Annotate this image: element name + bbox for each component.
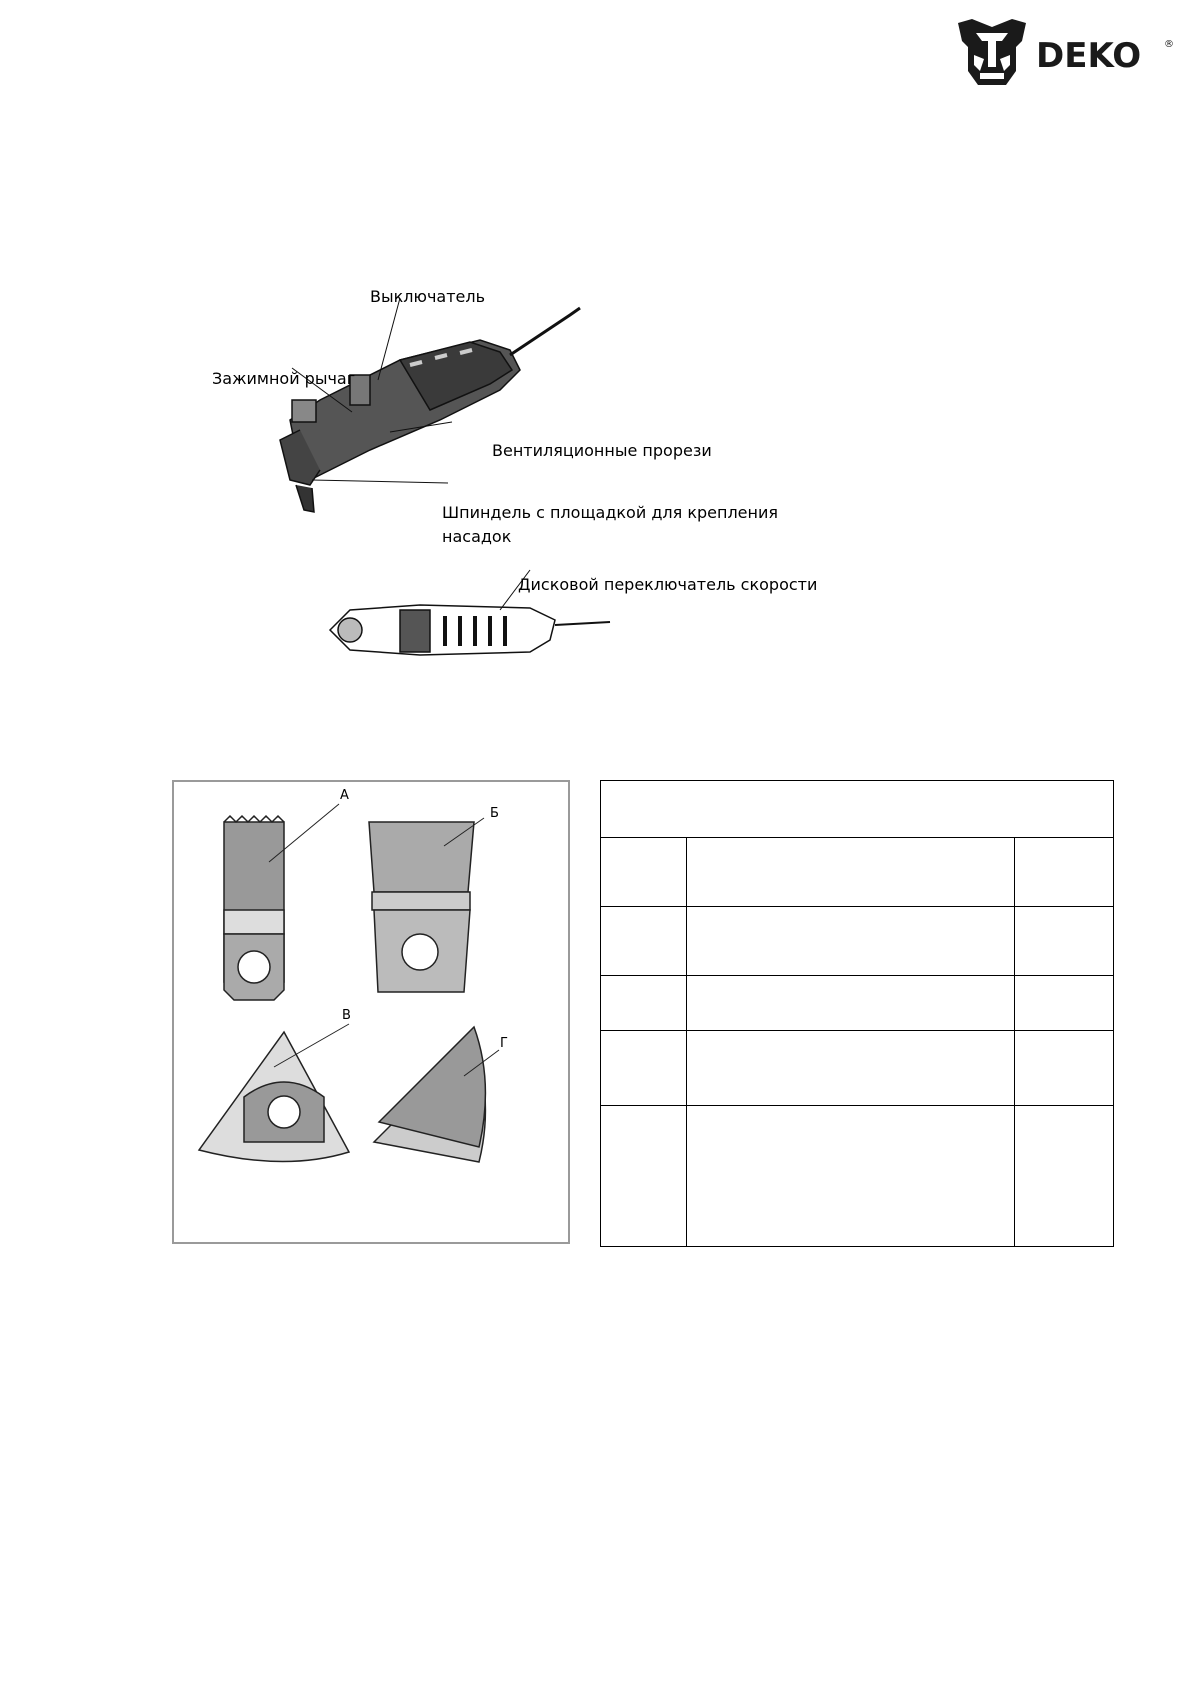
table-cell <box>601 1106 687 1247</box>
sandpaper-sheets-illustration <box>374 1027 485 1162</box>
accessory-label-c: В <box>342 1008 351 1023</box>
table-row <box>601 976 1114 1031</box>
table-cell <box>601 1031 687 1106</box>
svg-text:®: ® <box>1164 39 1174 50</box>
table-header-cell <box>601 781 1114 838</box>
deko-logo <box>950 15 1175 87</box>
table-cell <box>601 838 687 907</box>
label-switch: Выключатель <box>370 287 486 306</box>
label-spindle-line1: Шпиндель с площадкой для крепления <box>442 503 778 522</box>
table-cell <box>1015 838 1114 907</box>
label-spindle-line2: насадок <box>442 527 512 546</box>
table-row <box>601 1031 1114 1106</box>
table-cell <box>687 1106 1015 1247</box>
table-cell <box>1015 1031 1114 1106</box>
table-row <box>601 907 1114 976</box>
table-header-row <box>601 781 1114 838</box>
label-vents: Вентиляционные прорези <box>492 441 712 460</box>
label-speed-dial: Дисковой переключатель скорости <box>518 575 818 594</box>
table-cell <box>601 907 687 976</box>
accessory-label-a: А <box>340 788 349 803</box>
accessories-table <box>600 780 1114 1247</box>
table-row <box>601 1106 1114 1247</box>
accessories-figure <box>172 780 570 1244</box>
table-cell <box>1015 907 1114 976</box>
label-clamp-lever: Зажимной рычаг <box>212 369 356 388</box>
plunge-saw-blade-illustration <box>224 816 284 1000</box>
table-cell <box>1015 1106 1114 1247</box>
tool-diagram <box>200 280 820 680</box>
tool-side-view-illustration <box>280 308 580 512</box>
svg-text:DEKO: DEKO <box>1036 36 1142 76</box>
tool-top-view-illustration <box>330 605 610 655</box>
table-cell <box>687 976 1015 1031</box>
table-cell <box>601 976 687 1031</box>
accessory-label-b: Б <box>490 806 499 821</box>
table-cell <box>687 1031 1015 1106</box>
scraper-blade-illustration <box>369 822 474 992</box>
sanding-pad-illustration <box>199 1032 349 1162</box>
accessory-label-d: Г <box>500 1036 508 1051</box>
table-cell <box>687 838 1015 907</box>
table-cell <box>687 907 1015 976</box>
table-row <box>601 838 1114 907</box>
table-cell <box>1015 976 1114 1031</box>
helmet-emblem-icon <box>958 19 1026 85</box>
